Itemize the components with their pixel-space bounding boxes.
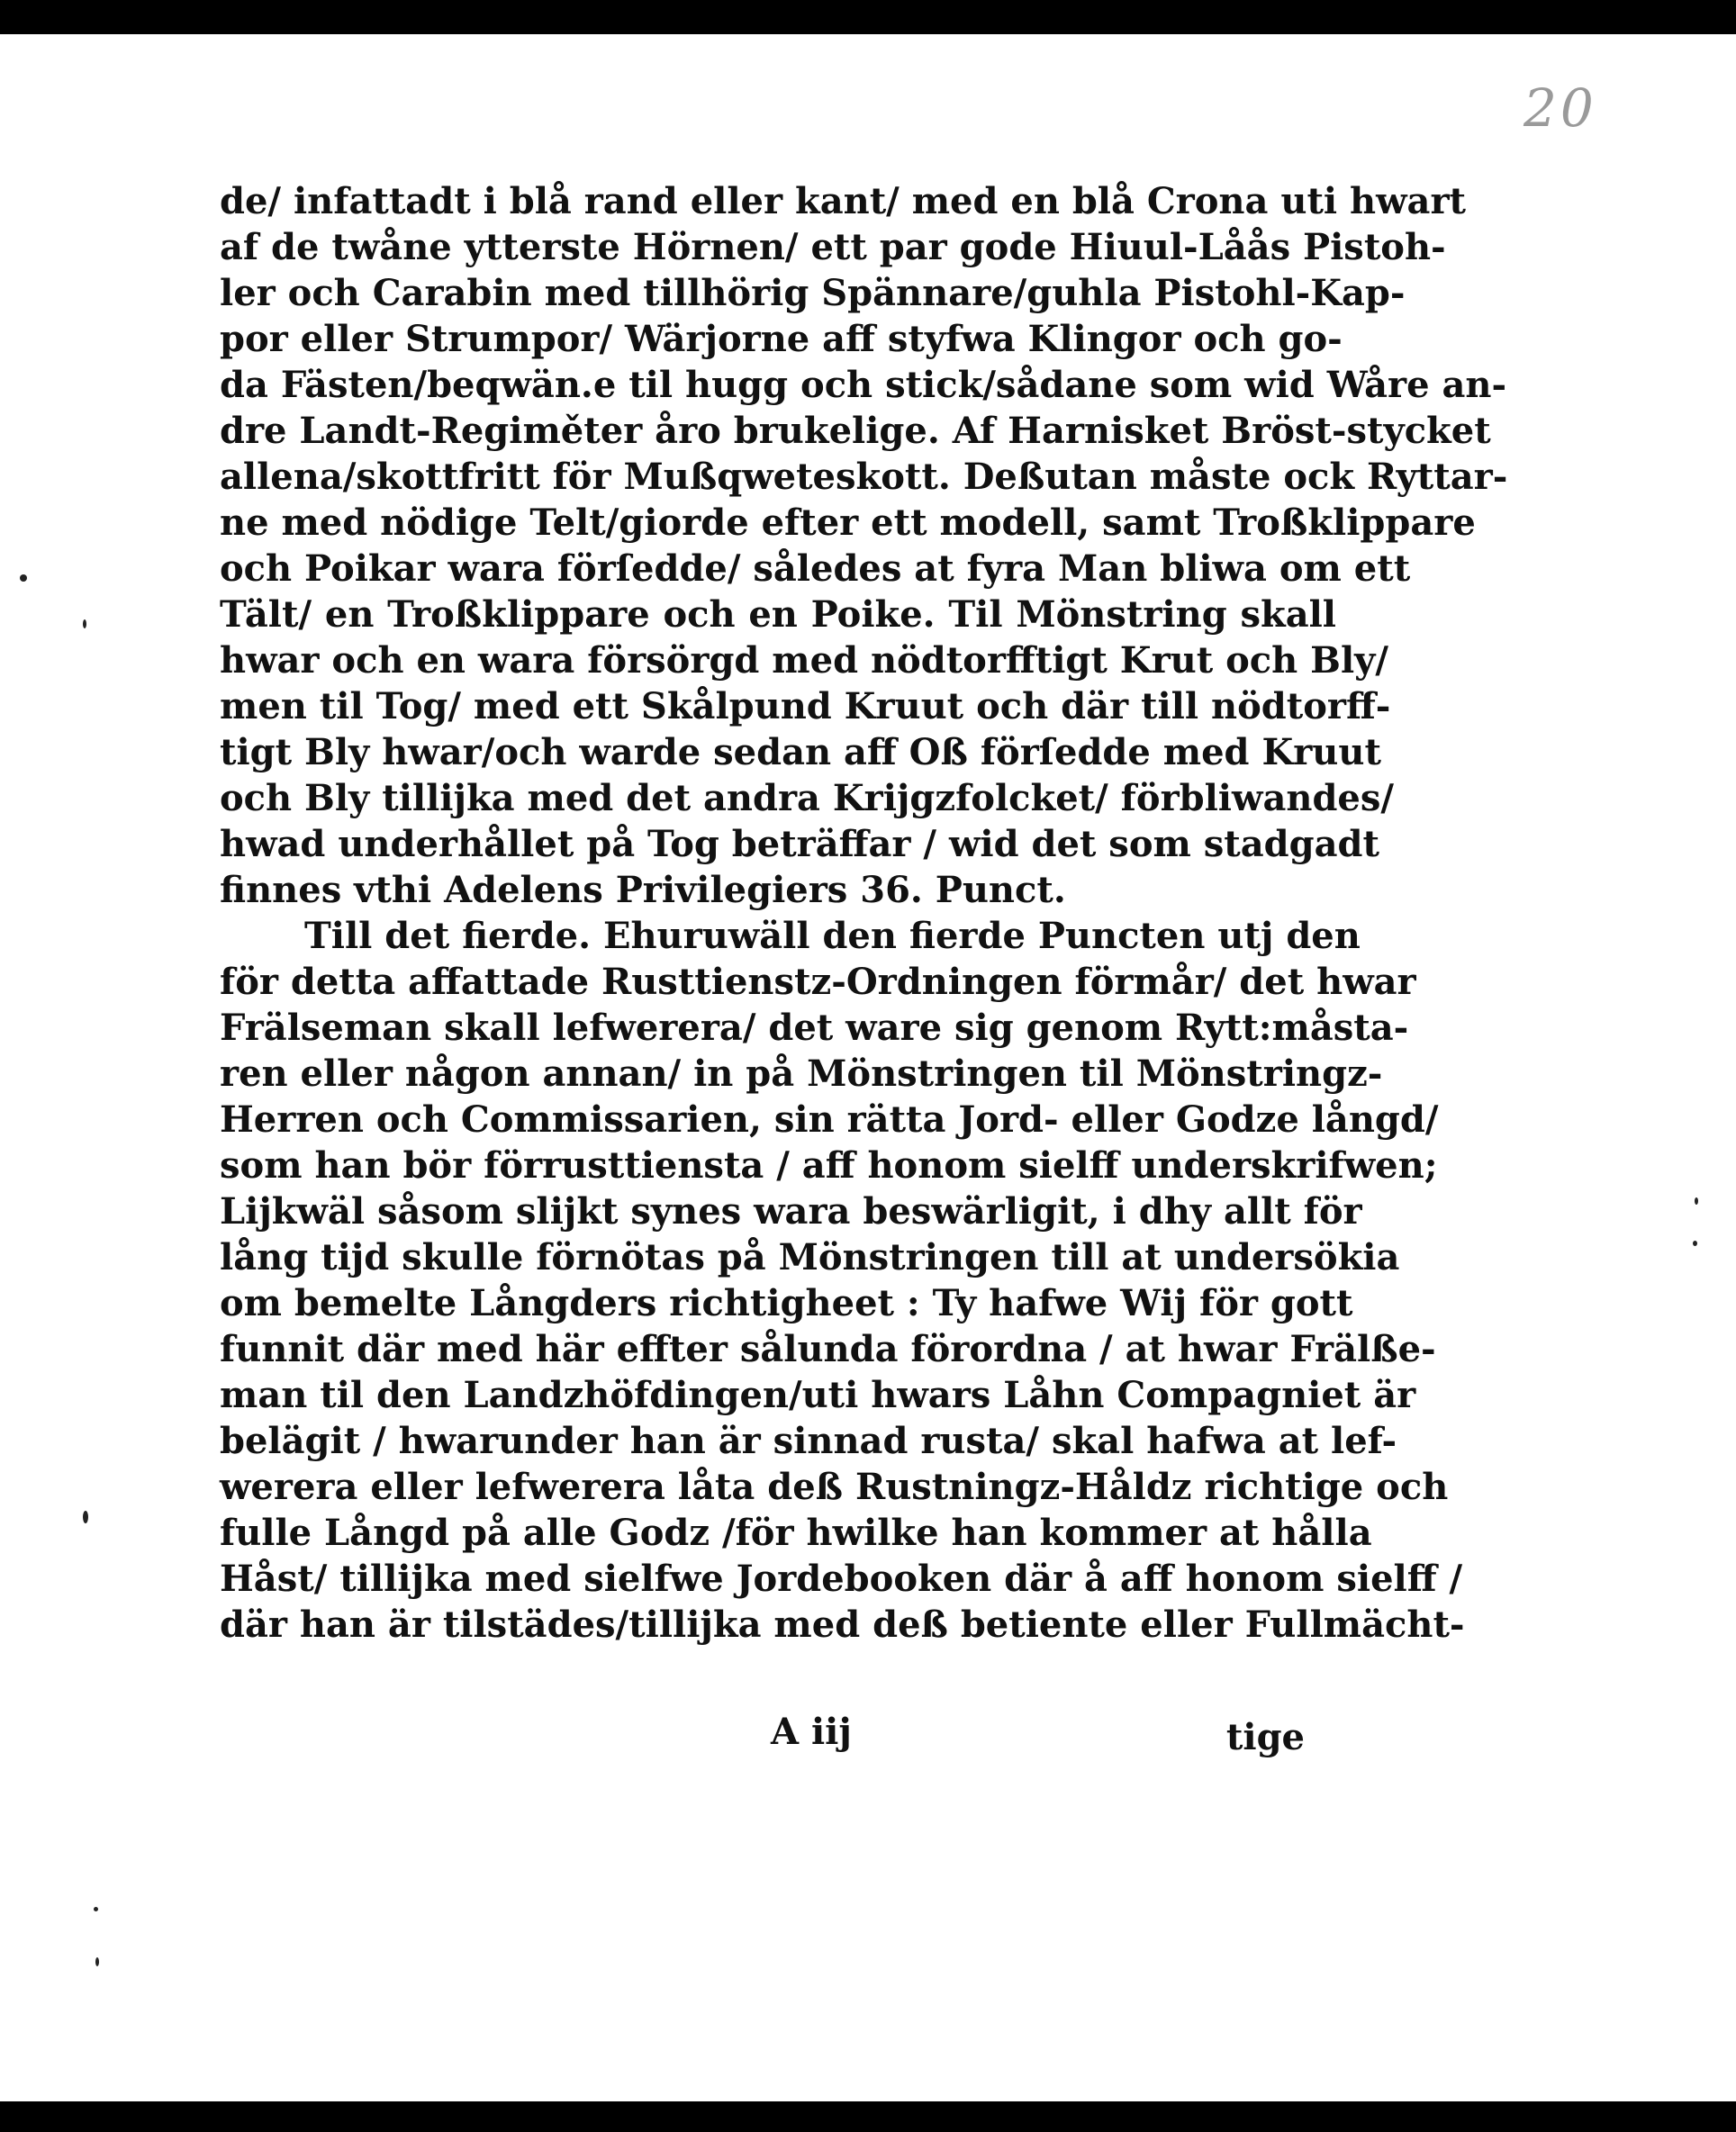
text-line: Frälseman skall lefwerera/ det ware sig genom Rytt:måsta- <box>220 1007 1409 1049</box>
text-line: ren eller någon annan/ in på Mönstringen til Mönstringz- <box>220 1052 1383 1095</box>
text-line: fulle Långd på alle Godz /för hwilke han kommer at hålla <box>220 1512 1372 1554</box>
text-line: funnit där med här effter sålunda förordna / at hwar Frälße- <box>220 1328 1436 1370</box>
text-line: belägit / hwarunder han är sinnad rusta/ skal hafwa at lef- <box>220 1420 1397 1462</box>
text-line: tigt Bly hwar/och warde sedan aff Oß förſedde med Kruut <box>220 731 1381 773</box>
text-line: man til den Landzhöfdingen/uti hwars Låhn Compagniet är <box>220 1374 1416 1416</box>
text-line: werera eller lefwerera låta deß Rustningz-Håldz richtige och <box>220 1466 1449 1508</box>
text-line: Tält/ en Troßklippare och en Poike. Til Mönstring skall <box>220 593 1336 636</box>
text-line: men til Tog/ med ett Skålpund Kruut och där till nödtorff- <box>220 685 1391 727</box>
text-line: dre Landt-Regiměter åro brukelige. Af Harnisket Bröst-stycket <box>220 410 1491 452</box>
text-line: för detta affattade Rusttienstz-Ordningen förmår/ det hwar <box>220 961 1416 1003</box>
scan-speck <box>1693 1241 1697 1246</box>
text-line: Herren och Commissarien, sin rätta Jord- eller Godze långd/ <box>220 1098 1439 1141</box>
text-line: hwar och en wara försörgd med nödtorfftigt Krut och Bly/ <box>220 639 1389 682</box>
text-line: hwad underhållet på Tog beträffar / wid det som stadgadt <box>220 823 1379 865</box>
body-text <box>220 178 1508 1648</box>
text-line: da Fästen/beqwän.e til hugg och stick/sådane som wid Wåre an- <box>220 364 1507 406</box>
scan-speck <box>83 619 86 628</box>
text-line: Håst/ tillijka med sielfwe Jordebooken där å aff honom sielff / <box>220 1558 1463 1600</box>
text-line: af de twåne ytterste Hörnen/ ett par gode Hiuul-Låås Pistoh- <box>220 226 1446 268</box>
catchword: tige <box>1225 1716 1305 1758</box>
text-line: allena/skottfritt för Mußqweteskott. Deßutan måste ock Ryttar- <box>220 456 1508 498</box>
signature-mark: A iij <box>771 1711 852 1753</box>
text-line: som han bör förrusttiensta / aff honom sielff underskrifwen; <box>220 1144 1438 1187</box>
folio-number: 20 <box>1524 77 1597 139</box>
scan-speck <box>83 1511 88 1523</box>
scan-speck <box>1695 1197 1698 1205</box>
text-line: Lijkwäl såsom slijkt synes wara beswärligit, i dhy allt för <box>220 1190 1362 1233</box>
text-line: lång tijd skulle förnötas på Mönstringen till at undersökia <box>220 1236 1400 1278</box>
page-footer <box>220 1711 1305 1765</box>
text-line: och Bly tillijka med det andra Krijgzfolcket/ förbliwandes/ <box>220 777 1394 819</box>
scan-border-top <box>0 0 1736 36</box>
document-page <box>0 34 1736 2101</box>
scan-speck <box>94 1907 98 1911</box>
text-line: finnes vthi Adelens Privilegiers 36. Punct. <box>220 869 1066 911</box>
text-line: om bemelte Långders richtigheet : Ty hafwe Wij för gott <box>220 1282 1353 1324</box>
text-line: ne med nödige Telt/giorde efter ett modell, samt Troßklippare <box>220 501 1476 544</box>
text-line: och Poikar wara förſedde/ således at fyra Man bliwa om ett <box>220 547 1411 590</box>
paragraph-start-line: Till det fierde. Ehuruwäll den fierde Puncten utj den <box>304 915 1361 957</box>
scan-speck <box>95 1957 99 1966</box>
scan-border-bottom <box>0 2101 1736 2132</box>
scan-speck <box>20 574 27 582</box>
text-line: där han är tilstädes/tillijka med deß betiente eller Fullmächt- <box>220 1604 1465 1646</box>
text-line: ler och Carabin med tillhörig Spännare/guhla Pistohl-Kap- <box>220 272 1406 314</box>
text-line: por eller Strumpor/ Wärjorne aff styfwa Klingor och go- <box>220 318 1343 360</box>
text-line: de/ infattadt i blå rand eller kant/ med en blå Crona uti hwart <box>220 180 1467 222</box>
